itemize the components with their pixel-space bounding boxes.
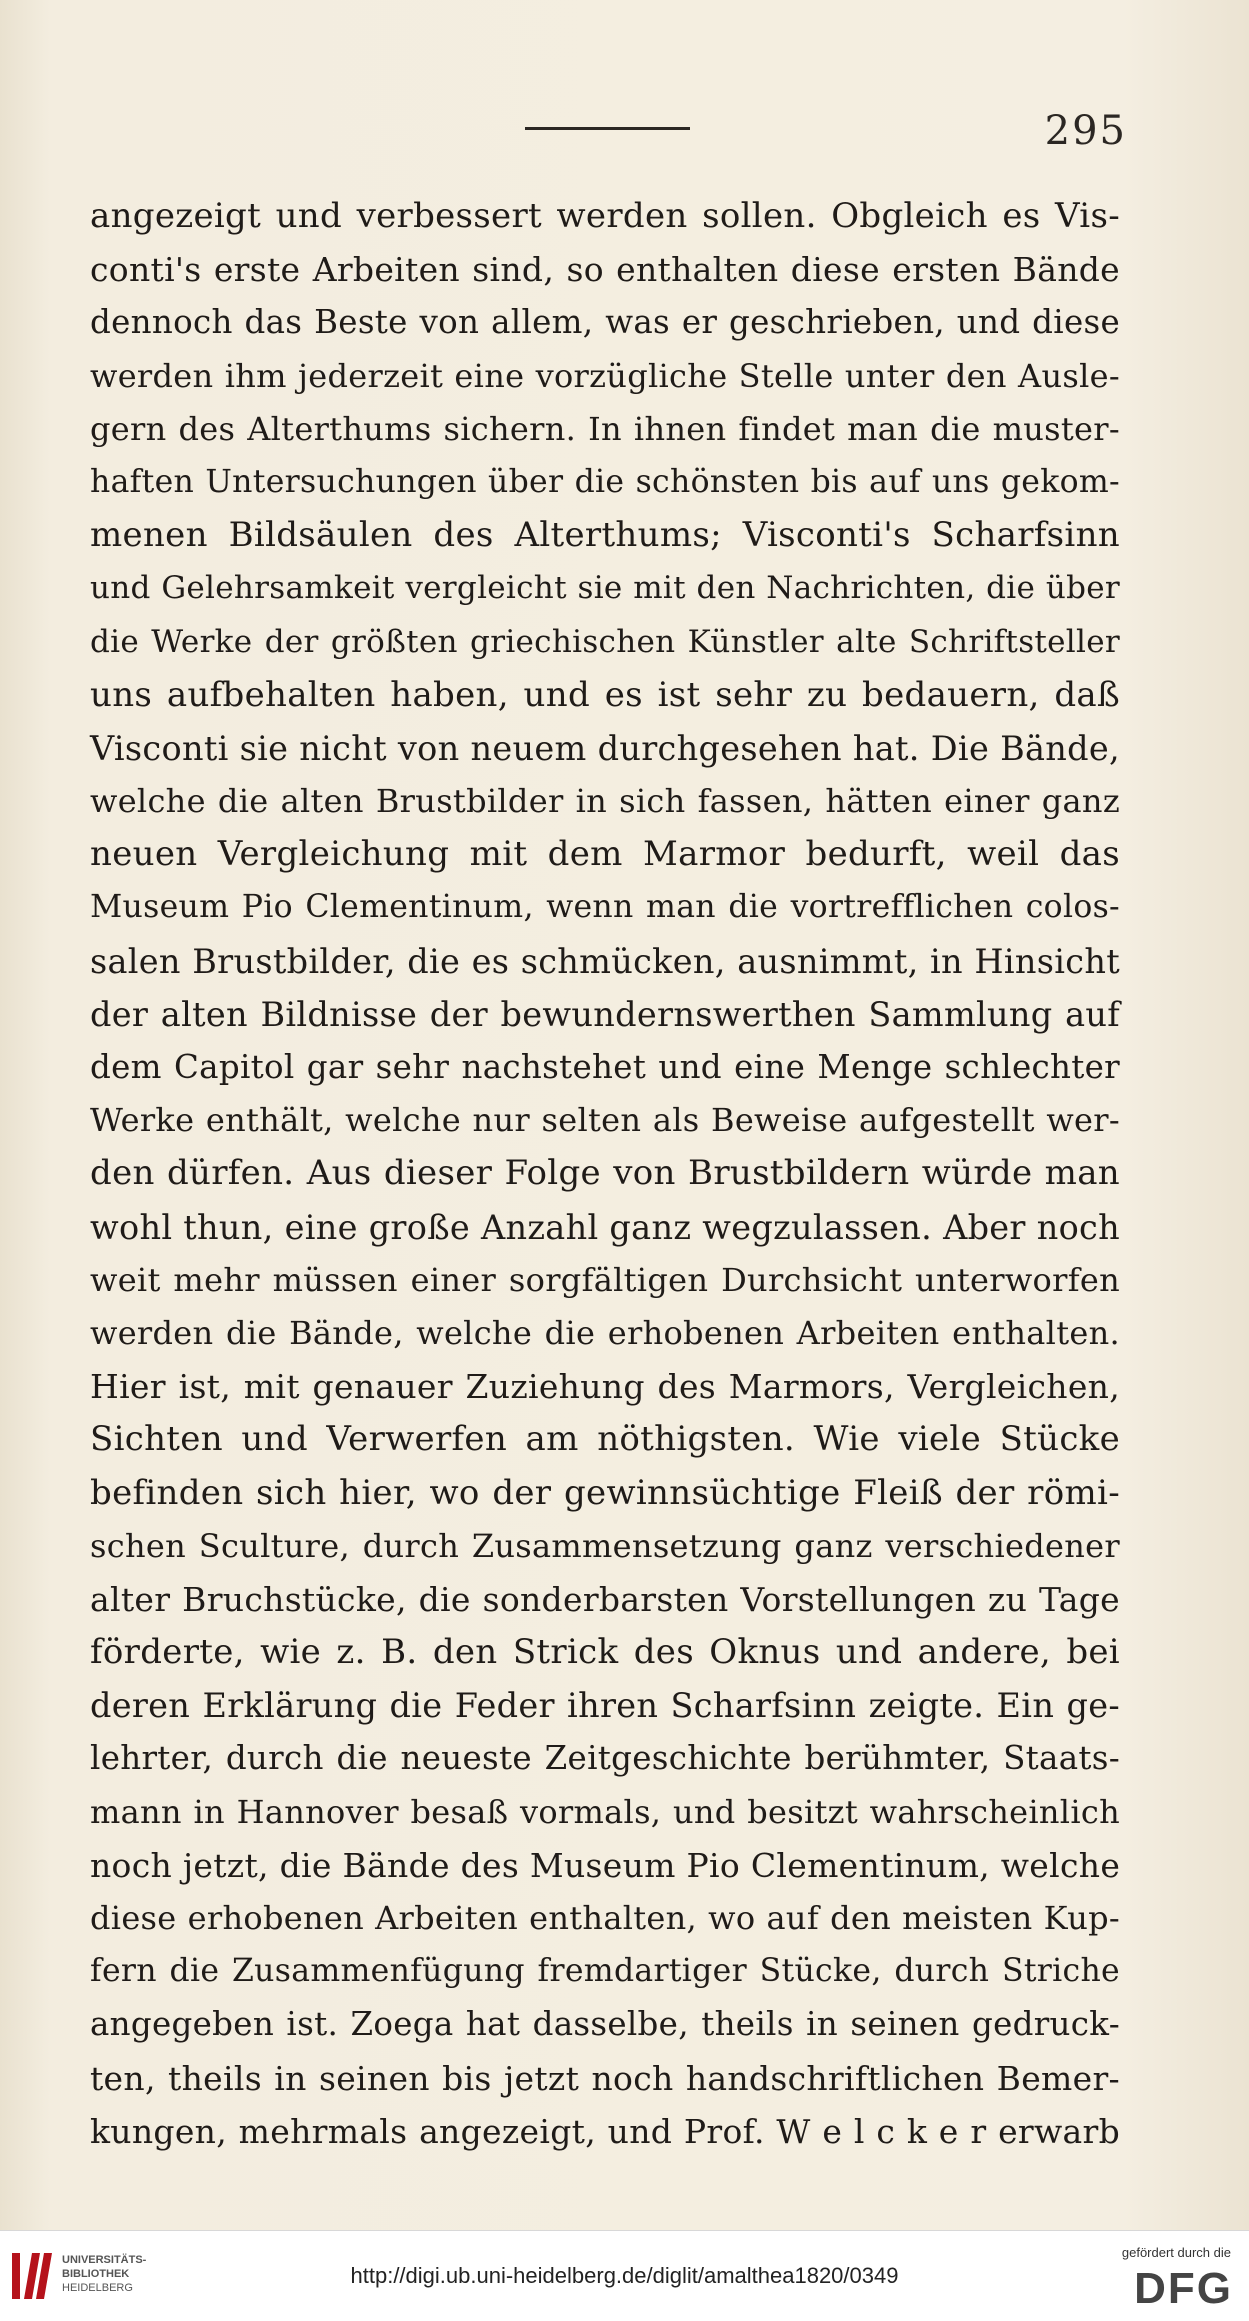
text-line: Hier ist, mit genauer Zuziehung des Marmors, Vergleichen,: [90, 1367, 1120, 1407]
text-line: ten, theils in seinen bis jetzt noch handschriftlichen Bemer-: [90, 2058, 1120, 2098]
text-line: Visconti sie nicht von neuem durchgesehen hat. Die Bände,: [90, 728, 1120, 768]
text-line: den dürfen. Aus dieser Folge von Brustbildern würde man: [90, 1153, 1120, 1194]
text-line: conti's erste Arbeiten sind, so enthalten diese ersten Bände: [90, 250, 1120, 290]
text-line: neuen Vergleichung mit dem Marmor bedurft, weil das: [90, 834, 1120, 875]
text-line: gern des Alterthums sichern. In ihnen findet man die muster-: [90, 409, 1120, 448]
text-line: welche die alten Brustbilder in sich fassen, hätten einer ganz: [90, 782, 1120, 821]
institution-line: BIBLIOTHEK: [62, 2268, 130, 2280]
text-line: deren Erklärung die Feder ihren Scharfsinn zeigte. Ein ge-: [90, 1686, 1120, 1726]
text-line: mann in Hannover besaß vormals, und besitzt wahrscheinlich: [90, 1792, 1120, 1831]
text-line: alter Bruchstücke, die sonderbarsten Vorstellungen zu Tage: [90, 1579, 1120, 1619]
text-line: angegeben ist. Zoega hat dasselbe, theils in seinen gedruck-: [90, 2005, 1120, 2044]
text-line: noch jetzt, die Bände des Museum Pio Clementinum, welche: [90, 1845, 1121, 1885]
text-line: dem Capitol gar sehr nachstehet und eine Menge schlechter: [90, 1048, 1120, 1086]
institution-line: UNIVERSITÄTS-: [62, 2254, 147, 2266]
text-line: werden die Bände, welche die erhobenen Arbeiten enthalten.: [90, 1313, 1120, 1352]
text-line: fern die Zusammenfügung fremdartiger Stücke, durch Striche: [90, 1953, 1120, 1990]
text-line: Werke enthält, welche nur selten als Beweise aufgestellt wer-: [90, 1101, 1120, 1140]
text-line: Sichten und Verwerfen am nöthigsten. Wie viele Stücke: [90, 1419, 1120, 1460]
text-line: menen Bildsäulen des Alterthums; Visconti's Scharfsinn: [90, 515, 1120, 556]
page-number: 295: [1044, 108, 1127, 154]
text-line: schen Sculture, durch Zusammensetzung ganz verschiedener: [90, 1526, 1120, 1565]
text-line: dennoch das Beste von allem, was er geschrieben, und diese: [90, 303, 1120, 342]
viewer-footer: [0, 2230, 1249, 2321]
text-line: förderte, wie z. B. den Strick des Oknus und andere, bei: [90, 1632, 1120, 1673]
text-line: weit mehr müssen einer sorgfältigen Durchsicht unterworfen: [90, 1260, 1120, 1299]
dfg-logo: DFG: [1134, 2264, 1233, 2313]
text-line: diese erhobenen Arbeiten enthalten, wo auf den meisten Kup-: [90, 1899, 1120, 1937]
text-line: der alten Bildnisse der bewundernswerthen Sammlung auf: [90, 994, 1120, 1034]
header-rule: [525, 127, 690, 130]
text-line: haften Untersuchungen über die schönsten bis auf uns gekom-: [90, 463, 1120, 500]
text-line: lehrter, durch die neueste Zeitgeschichte berühmter, Staats-: [90, 1739, 1120, 1778]
text-line: die Werke der größten griechischen Künstler alte Schriftsteller: [90, 623, 1120, 660]
body-text: [90, 190, 1120, 2158]
text-line: uns aufbehalten haben, und es ist sehr zu bedauern, daß: [90, 674, 1120, 715]
text-line: befinden sich hier, wo der gewinnsüchtige Fleiß der römi-: [90, 1472, 1120, 1513]
text-line: werden ihm jederzeit eine vorzügliche Stelle unter den Ausle-: [90, 356, 1120, 395]
text-line: und Gelehrsamkeit vergleicht sie mit den Nachrichten, die über: [90, 570, 1120, 607]
text-line: Museum Pio Clementinum, wenn man die vortrefflichen colos-: [90, 889, 1120, 926]
text-line: kungen, mehrmals angezeigt, und Prof. W e l c k e r erwarb: [90, 2111, 1120, 2151]
text-line: wohl thun, eine große Anzahl ganz wegzulassen. Aber noch: [90, 1207, 1120, 1247]
funded-by-label: gefördert durch die: [1121, 2245, 1231, 2260]
text-line: angezeigt und verbessert werden sollen. Obgleich es Vis-: [90, 196, 1120, 236]
institution-line: HEIDELBERG: [62, 2282, 133, 2294]
text-line: salen Brustbilder, die es schmücken, ausnimmt, in Hinsicht: [90, 941, 1120, 981]
permalink-url[interactable]: http://digi.ub.uni-heidelberg.de/diglit/amalthea1820/0349: [350, 2263, 899, 2288]
